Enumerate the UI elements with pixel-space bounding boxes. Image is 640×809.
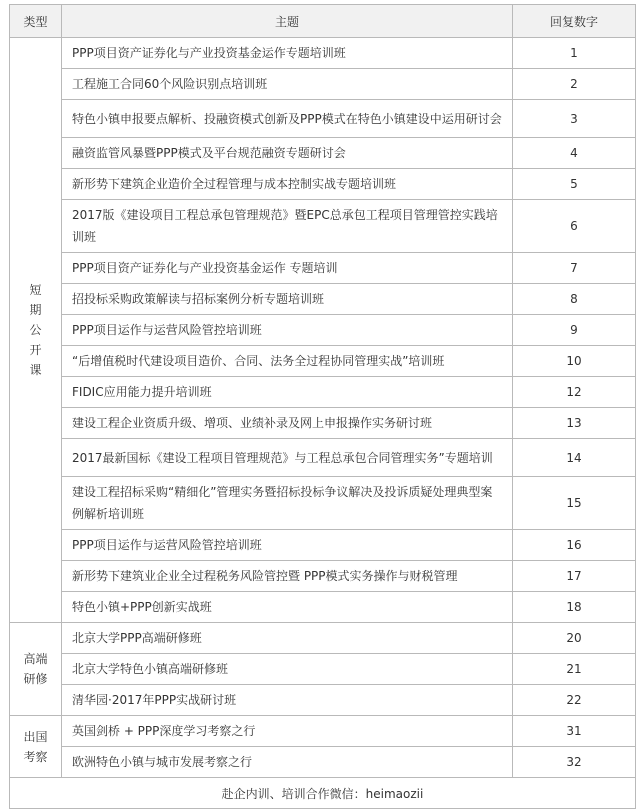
reply-number: 14 <box>513 439 636 477</box>
course-topic: 新形势下建筑业企业全过程税务风险管控暨 PPP模式实务操作与财税管理 <box>62 561 513 592</box>
course-topic: 新形势下建筑企业造价全过程管理与成本控制实战专题培训班 <box>62 169 513 200</box>
header-reply-number: 回复数字 <box>513 5 636 38</box>
table-row <box>10 253 636 284</box>
course-topic: 英国剑桥 + PPP深度学习考察之行 <box>62 716 513 747</box>
reply-number: 2 <box>513 69 636 100</box>
course-topic: 清华园·2017年PPP实战研讨班 <box>62 685 513 716</box>
reply-number: 13 <box>513 408 636 439</box>
course-topic: 特色小镇+PPP创新实战班 <box>62 592 513 623</box>
category-cell <box>10 38 62 623</box>
table-row <box>10 200 636 253</box>
course-topic: FIDIC应用能力提升培训班 <box>62 377 513 408</box>
reply-number: 1 <box>513 38 636 69</box>
category-cell <box>10 623 62 716</box>
category-label: 出国 考察 <box>23 729 48 764</box>
footer-contact: 赴企内训、培训合作微信：heimaozii <box>10 778 636 809</box>
course-topic: 工程施工合同60个风险识别点培训班 <box>62 69 513 100</box>
reply-number: 5 <box>513 169 636 200</box>
table-row <box>10 654 636 685</box>
course-topic: 2017最新国标《建设工程项目管理规范》与工程总承包合同管理实务”专题培训 <box>62 439 513 477</box>
course-topic: PPP项目资产证券化与产业投资基金运作 专题培训 <box>62 253 513 284</box>
table-row <box>10 439 636 477</box>
table-row <box>10 623 636 654</box>
reply-number: 32 <box>513 747 636 778</box>
reply-number: 12 <box>513 377 636 408</box>
category-label: 短 期 公 开 课 <box>29 283 42 377</box>
course-topic: 北京大学特色小镇高端研修班 <box>62 654 513 685</box>
table-row <box>10 530 636 561</box>
reply-number: 4 <box>513 138 636 169</box>
course-topic: 招投标采购政策解读与招标案例分析专题培训班 <box>62 284 513 315</box>
footer-row <box>10 778 636 809</box>
header-topic: 主题 <box>62 5 513 38</box>
table-row <box>10 284 636 315</box>
reply-number: 6 <box>513 200 636 253</box>
reply-number: 3 <box>513 100 636 138</box>
table-row <box>10 169 636 200</box>
table-row <box>10 100 636 138</box>
course-topic: PPP项目资产证券化与产业投资基金运作专题培训班 <box>62 38 513 69</box>
course-topic: PPP项目运作与运营风险管控培训班 <box>62 530 513 561</box>
reply-number: 22 <box>513 685 636 716</box>
reply-number: 16 <box>513 530 636 561</box>
table-row <box>10 592 636 623</box>
table-row <box>10 38 636 69</box>
table-row <box>10 716 636 747</box>
header-type: 类型 <box>10 5 62 38</box>
course-topic: “后增值税时代建设项目造价、合同、法务全过程协同管理实战”培训班 <box>62 346 513 377</box>
table-row <box>10 561 636 592</box>
course-topic: 欧洲特色小镇与城市发展考察之行 <box>62 747 513 778</box>
reply-number: 20 <box>513 623 636 654</box>
reply-number: 21 <box>513 654 636 685</box>
reply-number: 8 <box>513 284 636 315</box>
table-row <box>10 477 636 530</box>
category-label: 高端 研修 <box>23 652 48 686</box>
reply-number: 9 <box>513 315 636 346</box>
table-row <box>10 408 636 439</box>
course-topic: 建设工程企业资质升级、增项、业绩补录及网上申报操作实务研讨班 <box>62 408 513 439</box>
table-row <box>10 69 636 100</box>
reply-number: 7 <box>513 253 636 284</box>
course-topic: 特色小镇申报要点解析、投融资模式创新及PPP模式在特色小镇建设中运用研讨会 <box>62 100 513 138</box>
table-row <box>10 747 636 778</box>
course-topic: 2017版《建设项目工程总承包管理规范》暨EPC总承包工程项目管理管控实践培训班 <box>62 200 513 253</box>
table-body <box>10 38 636 778</box>
table-row <box>10 685 636 716</box>
table-row <box>10 346 636 377</box>
reply-number: 15 <box>513 477 636 530</box>
table-row <box>10 377 636 408</box>
course-table <box>9 4 636 809</box>
table-header-row <box>10 5 636 38</box>
table-row <box>10 138 636 169</box>
course-topic: 建设工程招标采购“精细化”管理实务暨招标投标争议解决及投诉质疑处理典型案例解析培训班 <box>62 477 513 530</box>
reply-number: 17 <box>513 561 636 592</box>
course-topic: 北京大学PPP高端研修班 <box>62 623 513 654</box>
reply-number: 31 <box>513 716 636 747</box>
reply-number: 10 <box>513 346 636 377</box>
course-topic: PPP项目运作与运营风险管控培训班 <box>62 315 513 346</box>
reply-number: 18 <box>513 592 636 623</box>
category-cell <box>10 716 62 778</box>
course-topic: 融资监管风暴暨PPP模式及平台规范融资专题研讨会 <box>62 138 513 169</box>
table-row <box>10 315 636 346</box>
